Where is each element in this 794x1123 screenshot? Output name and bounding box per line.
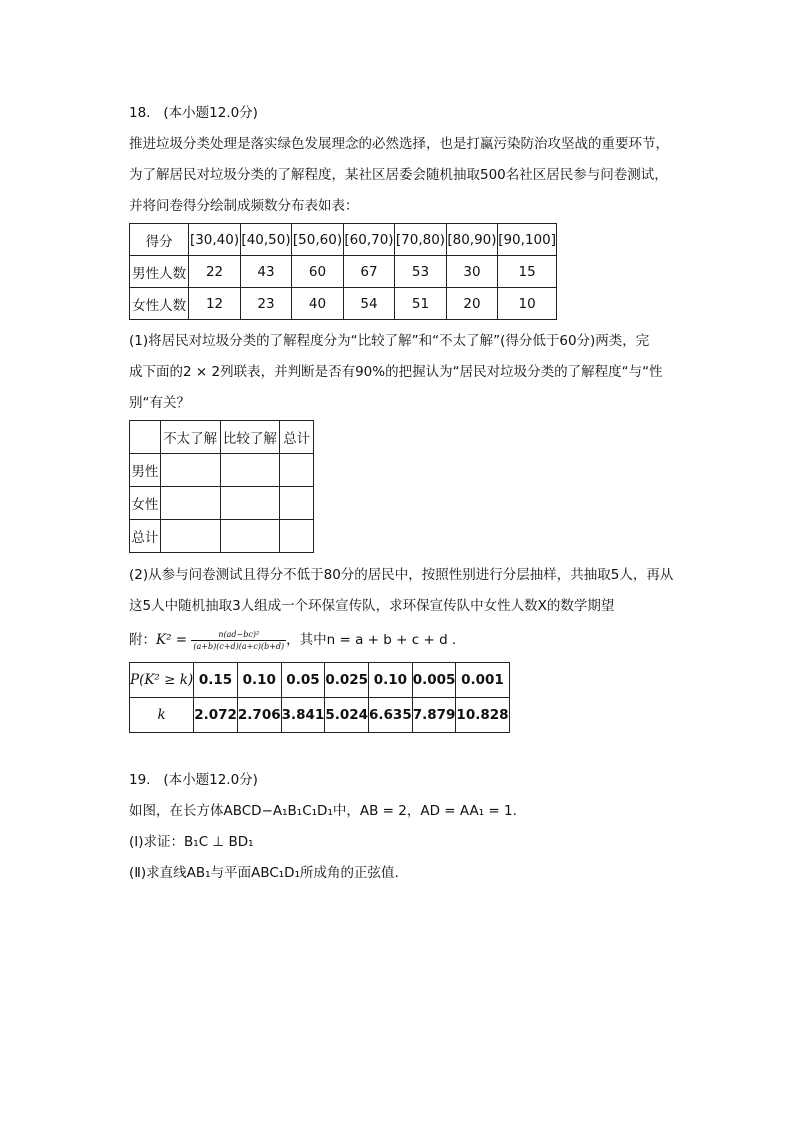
table-row: [130, 454, 314, 487]
table-row: [130, 663, 510, 698]
table-cell: 女性: [130, 487, 161, 520]
table-cell: 60: [292, 256, 343, 288]
question-18-points: (本小题12.0分): [163, 105, 258, 121]
table-cell: 0.15: [194, 663, 238, 698]
q19-line-2: (Ⅰ)求证：B₁C ⊥ BD₁: [129, 834, 254, 850]
table-cell: [30,40): [189, 224, 240, 256]
table-cell: 53: [395, 256, 446, 288]
table-cell: 51: [395, 288, 446, 320]
table-cell: [130, 421, 161, 454]
table-cell: 总计: [280, 421, 314, 454]
table-cell: 10.828: [456, 698, 509, 733]
formula-lhs: K² =: [156, 632, 188, 648]
table-cell: [50,60): [292, 224, 343, 256]
table-cell: P(K² ≥ k): [130, 663, 194, 698]
table-cell: 20: [446, 288, 497, 320]
table-cell: 12: [189, 288, 240, 320]
table-cell: 0.005: [412, 663, 456, 698]
q19-line-3: (Ⅱ)求直线AB₁与平面ABC₁D₁所成角的正弦值.: [129, 865, 399, 881]
table-header-row: [130, 224, 557, 256]
table-cell: [60,70): [343, 224, 394, 256]
table-row: [130, 520, 314, 553]
table-cell: 3.841: [281, 698, 325, 733]
table-cell: 比较了解: [220, 421, 280, 454]
table-cell: 2.072: [194, 698, 238, 733]
formula-numerator: n(ad−bc)²: [191, 629, 286, 641]
table-cell: 10: [498, 288, 557, 320]
chi-square-formula: [129, 628, 456, 652]
q19-line-1: 如图，在长方体ABCD−A₁B₁C₁D₁中，AB = 2，AD = AA₁ = 1.: [129, 803, 517, 819]
table-cell: 22: [189, 256, 240, 288]
table-row: [130, 698, 510, 733]
table-row: [130, 288, 557, 320]
answer-cell[interactable]: [220, 454, 280, 487]
table-cell: [40,50): [240, 224, 291, 256]
table-cell: 0.10: [369, 663, 413, 698]
q18-part1-line-1: (1)将居民对垃圾分类的了解程度分为“比较了解”和“不太了解”(得分低于60分)两类，完: [129, 333, 650, 349]
question-18-number: 18.: [129, 105, 151, 121]
q18-part2-line-1: (2)从参与问卷测试且得分不低于80分的居民中，按照性别进行分层抽样，共抽取5人，再从: [129, 567, 674, 583]
table-cell: 男性人数: [130, 256, 189, 288]
critical-value-table: [129, 662, 510, 733]
table-cell: 总计: [130, 520, 161, 553]
table-cell: 不太了解: [160, 421, 220, 454]
table-cell: 6.635: [369, 698, 413, 733]
table-header-row: [130, 421, 314, 454]
q18-intro-line-3: 并将问卷得分绘制成频数分布表如表：: [129, 198, 359, 214]
q18-intro-line-2: 为了解居民对垃圾分类的了解程度，某社区居委会随机抽取500名社区居民参与问卷测试，: [129, 167, 668, 183]
formula-where: ，其中n = a + b + c + d .: [286, 632, 457, 648]
answer-cell[interactable]: [220, 487, 280, 520]
table-cell: 40: [292, 288, 343, 320]
formula-fraction: [191, 629, 286, 652]
answer-cell[interactable]: [160, 454, 220, 487]
table-cell: 0.05: [281, 663, 325, 698]
table-cell: 0.025: [325, 663, 369, 698]
table-cell: 15: [498, 256, 557, 288]
table-cell: 0.001: [456, 663, 509, 698]
table-cell: 5.024: [325, 698, 369, 733]
table-cell: [80,90): [446, 224, 497, 256]
question-18-header: [129, 103, 258, 123]
q18-intro-line-1: 推进垃圾分类处理是落实绿色发展理念的必然选择，也是打赢污染防治攻坚战的重要环节，: [129, 136, 669, 152]
answer-cell[interactable]: [160, 487, 220, 520]
question-19-header: [129, 770, 258, 790]
table-cell: 67: [343, 256, 394, 288]
table-cell: 23: [240, 288, 291, 320]
table-cell: 得分: [130, 224, 189, 256]
formula-prefix: 附：: [129, 632, 156, 648]
question-19-points: (本小题12.0分): [163, 772, 258, 788]
table-cell: 2.706: [237, 698, 281, 733]
table-cell: 女性人数: [130, 288, 189, 320]
formula-denominator: (a+b)(c+d)(a+c)(b+d): [193, 641, 285, 651]
table-cell: 0.10: [237, 663, 281, 698]
table-cell: 54: [343, 288, 394, 320]
table-cell: [90,100]: [498, 224, 557, 256]
table-cell: [70,80): [395, 224, 446, 256]
score-frequency-table: [129, 223, 557, 320]
table-cell: 43: [240, 256, 291, 288]
answer-cell[interactable]: [160, 520, 220, 553]
answer-cell[interactable]: [280, 520, 314, 553]
answer-cell[interactable]: [280, 454, 314, 487]
table-cell: 30: [446, 256, 497, 288]
answer-cell[interactable]: [280, 487, 314, 520]
answer-cell[interactable]: [220, 520, 280, 553]
table-cell: k: [130, 698, 194, 733]
q18-part1-line-2: 成下面的2 × 2列联表，并判断是否有90%的把握认为“居民对垃圾分类的了解程度“与“性: [129, 364, 663, 380]
q18-part1-line-3: 别“有关？: [129, 395, 190, 411]
question-19-number: 19.: [129, 772, 151, 788]
contingency-table: [129, 420, 314, 553]
table-cell: 7.879: [412, 698, 456, 733]
q18-part2-line-2: 这5人中随机抽取3人组成一个环保宣传队，求环保宣传队中女性人数X的数学期望: [129, 598, 615, 614]
table-cell: 男性: [130, 454, 161, 487]
table-row: [130, 487, 314, 520]
table-row: [130, 256, 557, 288]
